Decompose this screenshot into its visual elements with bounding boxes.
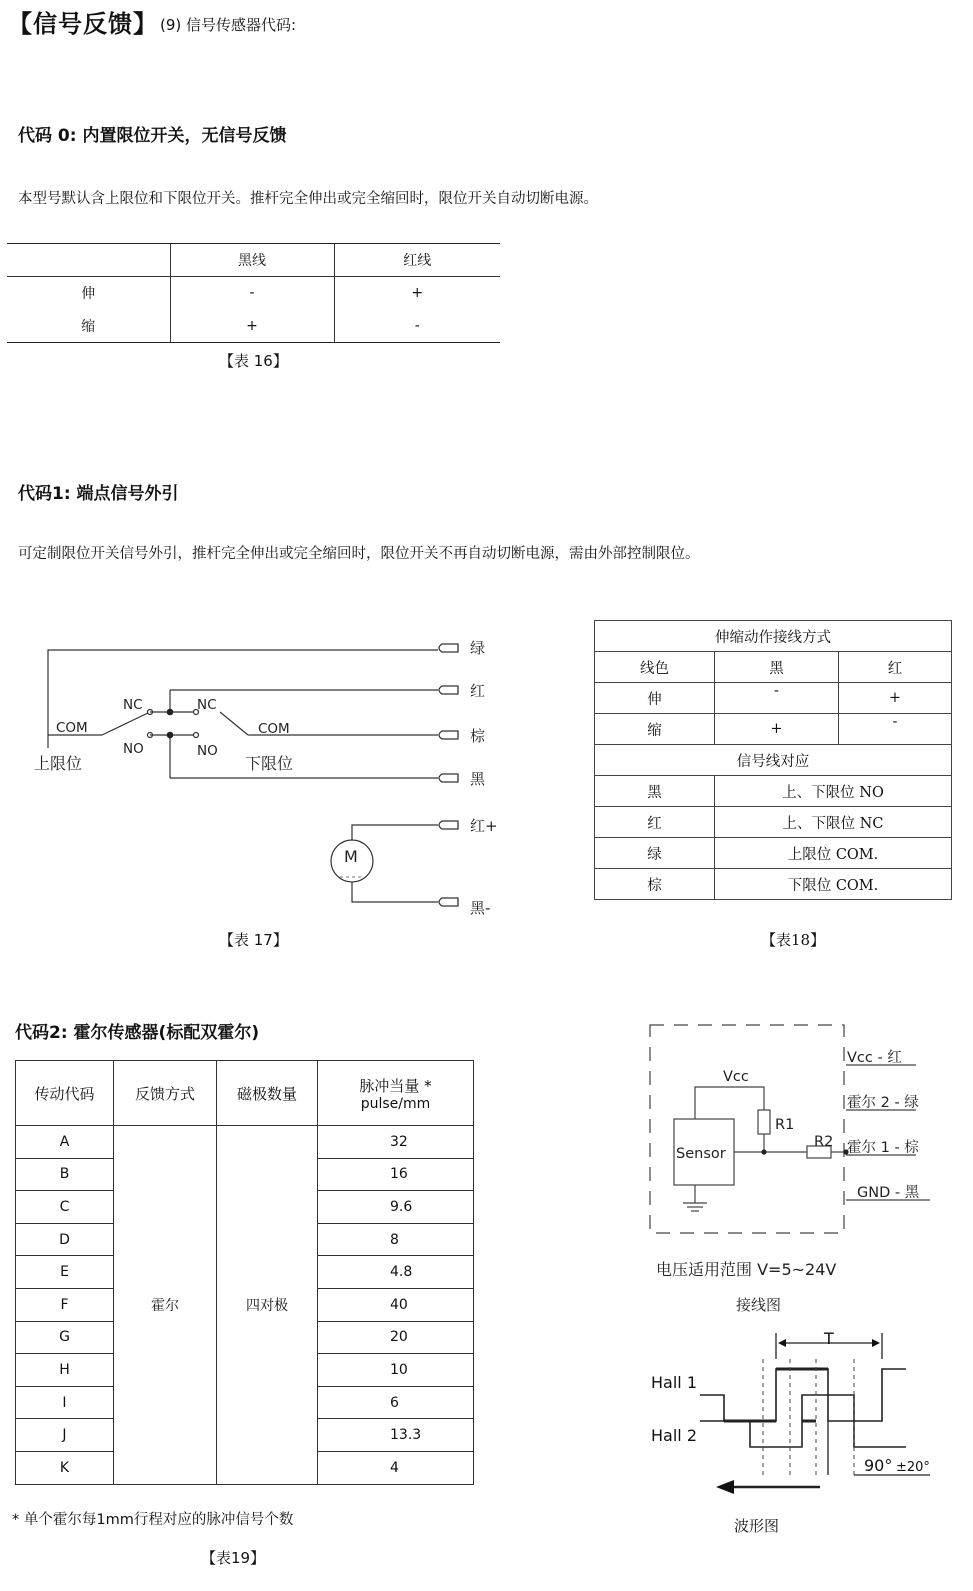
r2-label: R2 bbox=[814, 1134, 834, 1150]
hall2-wave-label: Hall 2 bbox=[651, 1426, 697, 1445]
com-left-label: COM bbox=[56, 720, 88, 736]
code1-heading: 代码1: 端点信号外引 bbox=[18, 484, 179, 504]
table-header-cell: 红 bbox=[839, 652, 952, 683]
upper-limit-label: 上限位 bbox=[34, 754, 83, 773]
lower-limit-label: 下限位 bbox=[245, 754, 294, 773]
caption-table-18: 【表18】 bbox=[761, 931, 826, 949]
period-label: T bbox=[824, 1329, 834, 1348]
table-row bbox=[7, 277, 500, 310]
pulse-header-line1: 脉冲当量 * bbox=[359, 1076, 432, 1095]
table-subtitle-row bbox=[595, 745, 952, 776]
table-title-row bbox=[595, 621, 952, 652]
wire-label-black: 黑 bbox=[470, 770, 486, 788]
table-cell: 缩 bbox=[7, 310, 170, 343]
wire-label-black-minus: 黑- bbox=[470, 899, 491, 917]
page-subtitle: (9) 信号传感器代码: bbox=[160, 16, 297, 34]
waveform-diagram bbox=[640, 1325, 960, 1540]
table-header-cell: 传动代码 bbox=[16, 1061, 114, 1126]
table-cell: - bbox=[839, 714, 952, 745]
caption-table-19: 【表19】 bbox=[201, 1549, 266, 1567]
code0-heading: 代码 0: 内置限位开关，无信号反馈 bbox=[18, 126, 287, 146]
table-row bbox=[595, 838, 952, 869]
table-header-cell: 反馈方式 bbox=[114, 1061, 217, 1126]
drive-code-cell: B bbox=[16, 1158, 114, 1191]
table-header-cell bbox=[7, 244, 170, 277]
hall1-brown-label: 霍尔 1 - 棕 bbox=[847, 1140, 919, 1156]
table-18 bbox=[594, 620, 952, 900]
pulse-value-cell: 8 bbox=[318, 1223, 474, 1256]
pulse-value-cell: 20 bbox=[318, 1321, 474, 1354]
table-cell: 红 bbox=[595, 807, 715, 838]
drive-code-cell: I bbox=[16, 1386, 114, 1419]
table-header-cell: 线色 bbox=[595, 652, 715, 683]
nc2-label: NC bbox=[197, 697, 217, 713]
no2-label: NO bbox=[197, 743, 218, 759]
table-subtitle: 信号线对应 bbox=[595, 745, 952, 776]
table-cell: + bbox=[334, 277, 500, 310]
hall2-green-label: 霍尔 2 - 绿 bbox=[847, 1095, 919, 1111]
pole-count-cell: 四对极 bbox=[217, 1126, 318, 1485]
table-cell: 伸 bbox=[595, 683, 715, 714]
direction-arrow-icon bbox=[716, 1480, 734, 1494]
connector-icon bbox=[439, 644, 458, 906]
drive-code-cell: A bbox=[16, 1126, 114, 1159]
code2-heading: 代码2: 霍尔传感器(标配双霍尔) bbox=[15, 1023, 260, 1043]
table-row bbox=[595, 869, 952, 900]
drive-code-cell: D bbox=[16, 1223, 114, 1256]
vcc-label: Vcc bbox=[723, 1069, 749, 1085]
limit-switch-diagram bbox=[0, 600, 580, 930]
feedback-method-cell: 霍尔 bbox=[114, 1126, 217, 1485]
table-row bbox=[7, 310, 500, 343]
table-cell: - bbox=[170, 277, 334, 310]
drive-code-cell: F bbox=[16, 1288, 114, 1321]
hall1-wave-label: Hall 1 bbox=[651, 1373, 697, 1392]
pulse-value-cell: 13.3 bbox=[318, 1419, 474, 1452]
table-cell: - bbox=[715, 683, 839, 714]
table-cell: 缩 bbox=[595, 714, 715, 745]
table-cell: 上、下限位 NO bbox=[715, 776, 952, 807]
table-19 bbox=[15, 1060, 474, 1485]
wire-label-brown: 棕 bbox=[470, 727, 486, 745]
com-right-label: COM bbox=[258, 721, 290, 737]
table-header-row bbox=[16, 1061, 474, 1126]
drive-code-cell: H bbox=[16, 1354, 114, 1387]
table-row bbox=[16, 1126, 474, 1159]
table-title: 伸缩动作接线方式 bbox=[595, 621, 952, 652]
sensor-label: Sensor bbox=[676, 1146, 726, 1162]
table-cell: 上限位 COM. bbox=[715, 838, 952, 869]
table-header-cell: 黑 bbox=[715, 652, 839, 683]
table-header-row bbox=[595, 652, 952, 683]
pulse-value-cell: 32 bbox=[318, 1126, 474, 1159]
hall-wiring-diagram bbox=[640, 1015, 960, 1315]
caption-table-17: 【表 17】 bbox=[219, 931, 288, 949]
phase-tolerance-label: ±20° bbox=[896, 1460, 930, 1475]
table-header-cell bbox=[318, 1061, 474, 1126]
waveform-caption: 波形图 bbox=[734, 1517, 780, 1535]
pulse-value-cell: 6 bbox=[318, 1386, 474, 1419]
pulse-value-cell: 40 bbox=[318, 1288, 474, 1321]
pulse-value-cell: 4.8 bbox=[318, 1256, 474, 1289]
table-header-cell: 红线 bbox=[334, 244, 500, 277]
table-cell: + bbox=[839, 683, 952, 714]
no1-label: NO bbox=[123, 741, 144, 757]
table-cell: 黑 bbox=[595, 776, 715, 807]
drive-code-cell: C bbox=[16, 1191, 114, 1224]
motor-label: M bbox=[344, 847, 358, 866]
table-row bbox=[595, 776, 952, 807]
table-16 bbox=[7, 243, 500, 343]
table-cell: + bbox=[170, 310, 334, 343]
wire-label-red-plus: 红+ bbox=[470, 817, 498, 835]
table-cell: 绿 bbox=[595, 838, 715, 869]
caption-table-16: 【表 16】 bbox=[219, 352, 288, 370]
pulse-value-cell: 16 bbox=[318, 1158, 474, 1191]
table-cell: 上、下限位 NC bbox=[715, 807, 952, 838]
drive-code-cell: K bbox=[16, 1451, 114, 1484]
wire-label-green: 绿 bbox=[470, 639, 486, 657]
table-cell: + bbox=[715, 714, 839, 745]
table-header-cell: 黑线 bbox=[170, 244, 334, 277]
table-cell: 伸 bbox=[81, 286, 96, 303]
table-cell: 棕 bbox=[595, 869, 715, 900]
wire-label-red: 红 bbox=[470, 682, 486, 700]
r1-label: R1 bbox=[775, 1117, 795, 1133]
table-header-row bbox=[7, 244, 500, 277]
table-row bbox=[595, 807, 952, 838]
table-cell: 下限位 COM. bbox=[715, 869, 952, 900]
pulse-value-cell: 4 bbox=[318, 1451, 474, 1484]
nc1-label: NC bbox=[123, 697, 143, 713]
table-row bbox=[595, 714, 952, 745]
pulse-value-cell: 9.6 bbox=[318, 1191, 474, 1224]
wiring-caption: 接线图 bbox=[736, 1296, 782, 1314]
code1-description: 可定制限位开关信号外引，推杆完全伸出或完全缩回时，限位开关不再自动切断电源，需由外部控制限位。 bbox=[18, 546, 700, 562]
gnd-black-label: GND - 黑 bbox=[857, 1185, 920, 1201]
code0-description: 本型号默认含上限位和下限位开关。推杆完全伸出或完全缩回时，限位开关自动切断电源。 bbox=[18, 191, 598, 207]
drive-code-cell: J bbox=[16, 1419, 114, 1452]
vcc-red-label: Vcc - 红 bbox=[847, 1050, 902, 1066]
table-row bbox=[595, 683, 952, 714]
voltage-range-label: 电压适用范围 V=5~24V bbox=[656, 1260, 837, 1279]
drive-code-cell: E bbox=[16, 1256, 114, 1289]
page-title: 【信号反馈】 bbox=[8, 10, 158, 38]
table-cell: - bbox=[334, 310, 500, 343]
drive-code-cell: G bbox=[16, 1321, 114, 1354]
footnote: * 单个霍尔每1mm行程对应的脉冲信号个数 bbox=[12, 1512, 294, 1528]
phase-label: 90° bbox=[864, 1456, 893, 1475]
pulse-header-line2: pulse/mm bbox=[360, 1095, 431, 1112]
table-header-cell: 磁极数量 bbox=[217, 1061, 318, 1126]
pulse-value-cell: 10 bbox=[318, 1354, 474, 1387]
